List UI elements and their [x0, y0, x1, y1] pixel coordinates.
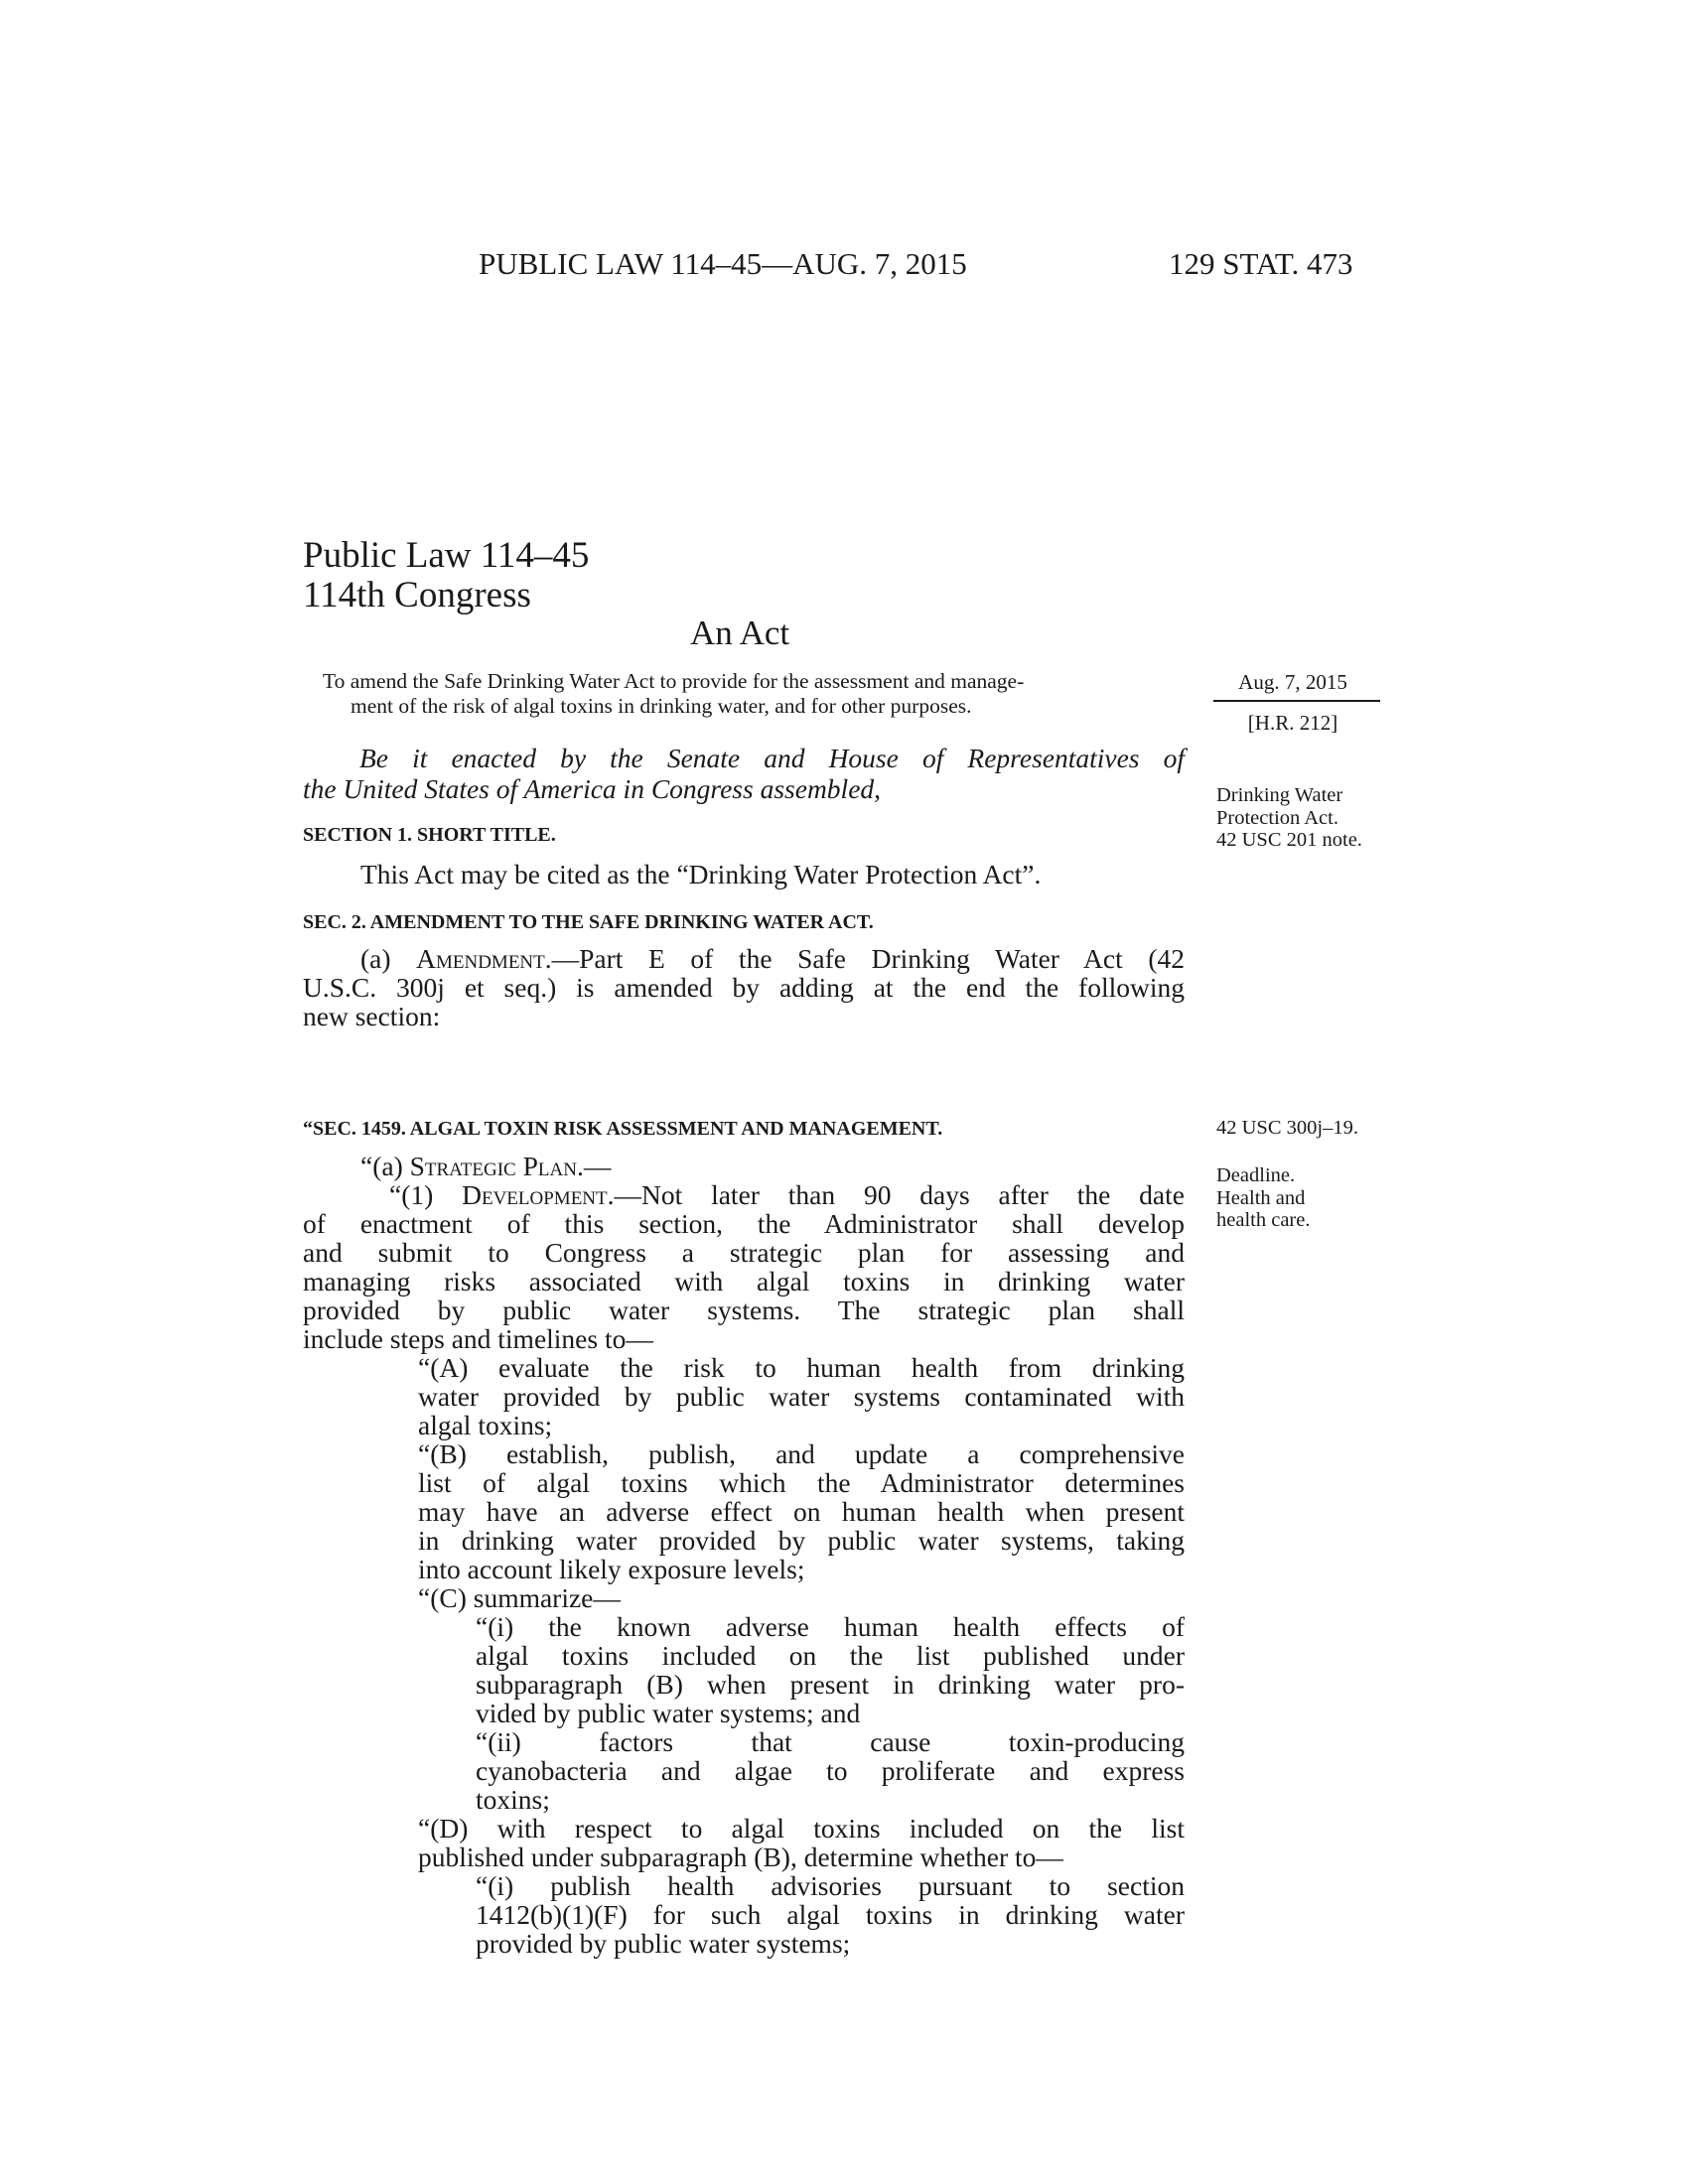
subsection-caption: Amendment [416, 943, 545, 974]
body-line: may have an adverse effect on human health when present [418, 1496, 1185, 1527]
body-line: “(C) summarize— [418, 1582, 621, 1613]
purpose-line: ment of the risk of algal toxins in drinking water, and for other purposes. [351, 694, 972, 718]
body-line: “(i) publish health advisories pursuant to section [476, 1870, 1185, 1901]
body-line: subparagraph (B) when present in drinking water pro- [476, 1669, 1185, 1700]
enacting-line: Be it enacted by the Senate and House of Representatives of [359, 743, 1185, 773]
body-line: 1412(b)(1)(F) for such algal toxins in drinking water [476, 1899, 1185, 1930]
body-line: cyanobacteria and algae to proliferate and express [476, 1755, 1185, 1786]
body-line: of enactment of this section, the Administrator shall develop [303, 1208, 1185, 1239]
body-line: into account likely exposure levels; [418, 1554, 805, 1584]
margin-note-line: Health and [1216, 1186, 1306, 1209]
clause-D-i [418, 1871, 1185, 1958]
body-text: .—Part E of the Safe Drinking Water Act (42 [544, 943, 1185, 974]
clause-C-ii [418, 1727, 1185, 1814]
purpose-statement [323, 669, 1175, 719]
section-1-text [303, 860, 1185, 888]
law-identification [303, 536, 589, 615]
body-line: “(A) evaluate the risk to human health from drinking [418, 1352, 1185, 1383]
body-text: .— [576, 1151, 612, 1181]
body-line: provided by public water systems; [476, 1928, 851, 1959]
enacting-clause [303, 743, 1185, 804]
margin-note-line: Protection Act. [1216, 806, 1338, 829]
body-line: new section: [303, 1001, 441, 1031]
statute-citation: 129 STAT. 473 [1169, 246, 1353, 281]
act-title: An Act [690, 614, 790, 652]
subsection-label: “(a) [360, 1151, 410, 1181]
body-text: .—Not later than 90 days after the date [607, 1179, 1185, 1210]
body-line: managing risks associated with algal toxins in drinking water [303, 1266, 1185, 1297]
paragraph-caption: Development [462, 1179, 608, 1210]
body-line: “(B) establish, publish, and update a comprehensive [418, 1438, 1185, 1469]
purpose-line: To amend the Safe Drinking Water Act to provide for the assessment and manage- [323, 669, 1025, 693]
body-line: published under subparagraph (B), determine whether to— [418, 1842, 1063, 1872]
subparagraph-B [303, 1439, 1185, 1583]
body-line: “(i) the known adverse human health effects of [476, 1611, 1185, 1642]
section-2-heading: SEC. 2. AMENDMENT TO THE SAFE DRINKING WATER ACT. [303, 911, 874, 933]
body-line: vided by public water systems; and [476, 1698, 861, 1728]
section-1-heading: SECTION 1. SHORT TITLE. [303, 824, 556, 846]
body-line: in drinking water provided by public water systems, taking [418, 1525, 1185, 1556]
body-line: include steps and timelines to— [303, 1323, 653, 1354]
body-line: toxins; [476, 1784, 550, 1815]
body-line: list of algal toxins which the Administrator determines [418, 1467, 1185, 1498]
enacting-line: the United States of America in Congress assembled, [303, 773, 882, 804]
body-line: This Act may be cited as the “Drinking Water Protection Act”. [360, 859, 1042, 889]
section-1459-body [303, 1152, 1185, 1958]
congress-number: 114th Congress [303, 575, 531, 615]
margin-note-line: Drinking Water [1216, 784, 1343, 806]
body-line: and submit to Congress a strategic plan for assessing and [303, 1237, 1185, 1268]
body-line [303, 944, 1185, 973]
paragraph-label: “(1) [389, 1179, 463, 1210]
body-line: algal toxins included on the list published under [476, 1640, 1185, 1671]
body-line: water provided by public water systems contaminated with [418, 1381, 1185, 1412]
margin-note-deadline [1216, 1164, 1310, 1232]
subparagraph-A [303, 1353, 1185, 1439]
body-line: provided by public water systems. The strategic plan shall [303, 1295, 1185, 1325]
section-2-subsection-a [303, 944, 1185, 1030]
body-line [303, 1180, 1185, 1209]
margin-note-line: 42 USC 201 note. [1216, 829, 1362, 851]
margin-note-line: health care. [1216, 1209, 1311, 1231]
subparagraph-D [303, 1814, 1185, 1958]
body-line: algal toxins; [418, 1410, 553, 1440]
body-line: “(ii) factors that cause toxin-producing [476, 1726, 1185, 1757]
approval-date: Aug. 7, 2015 [1238, 670, 1347, 694]
subparagraph-C [303, 1583, 1185, 1814]
section-1459-heading: “SEC. 1459. ALGAL TOXIN RISK ASSESSMENT AND MANAGEMENT. [303, 1118, 943, 1140]
bill-number: [H.R. 212] [1247, 711, 1338, 735]
running-head: PUBLIC LAW 114–45—AUG. 7, 2015 [479, 246, 967, 281]
subsection-caption: Strategic Plan [409, 1151, 577, 1181]
law-number: Public Law 114–45 [303, 535, 590, 576]
margin-note-short-title [1216, 784, 1362, 852]
body-line [303, 1152, 1185, 1180]
subsection-label: (a) [360, 943, 417, 974]
margin-note-usc: 42 USC 300j–19. [1216, 1117, 1358, 1139]
margin-note-line: Deadline. [1216, 1164, 1296, 1186]
body-line: “(D) with respect to algal toxins included on the list [418, 1813, 1185, 1843]
margin-divider [1213, 700, 1380, 702]
body-line: U.S.C. 300j et seq.) is amended by adding at the end the following [303, 972, 1185, 1003]
clause-C-i [418, 1612, 1185, 1727]
